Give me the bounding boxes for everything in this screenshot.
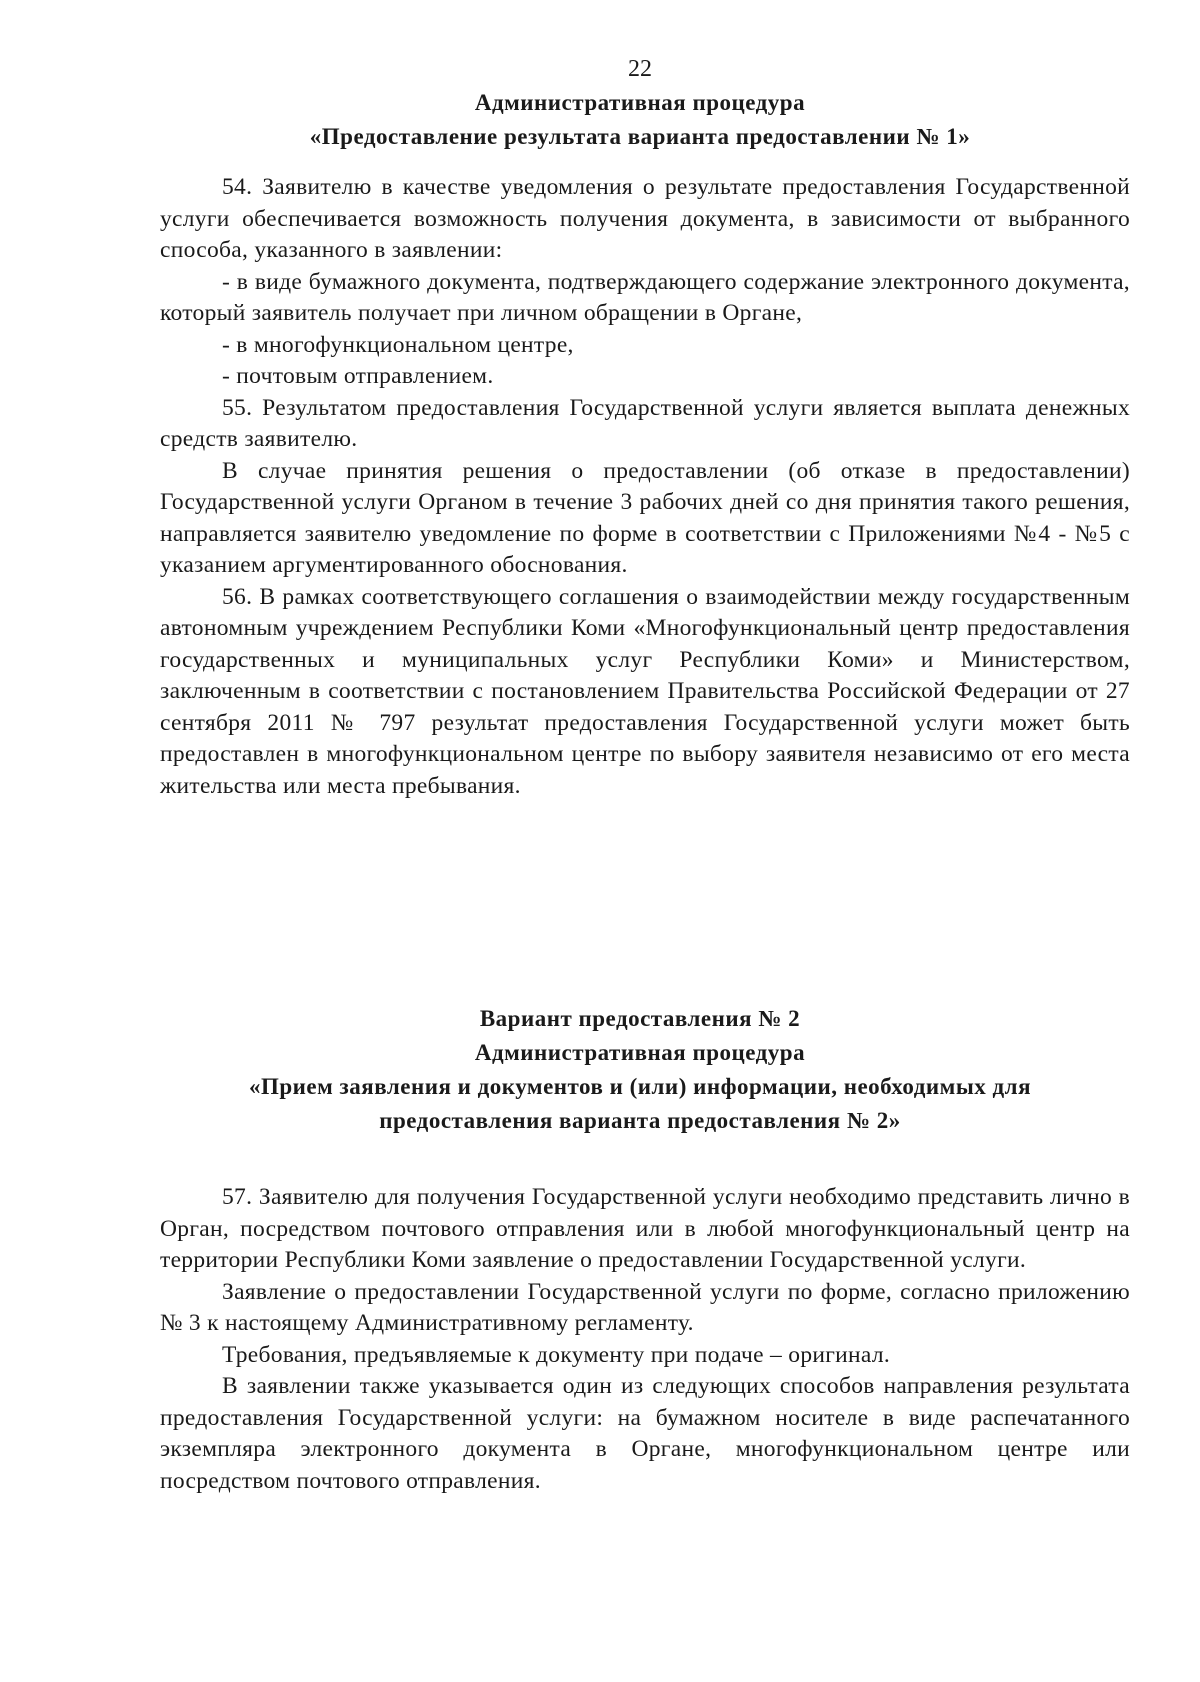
paragraph: 56. В рамках соответствующего соглашения о взаимодействии между государственным автономным учреждением Республики Коми «Многофункциональный центр предоставления государственных и муниципальных услуг Республики Коми» и Министерством, заключенным в соответствии с постановлением Правительства Российской Федерации от 27 сентября 2011 № 797 результат предоставления Государственной услуги может быть предоставлен в многофункциональном центре по выбору заявителя независимо от его места жительства или места пребывания.: [160, 583, 1130, 799]
heading-line: Административная процедура: [474, 90, 806, 115]
page-number: 22: [628, 56, 652, 82]
heading-line: Административная процедура: [474, 1040, 806, 1065]
paragraph: Требования, предъявляемые к документу при подаче – оригинал.: [222, 1341, 891, 1368]
paragraph: Заявление о предоставлении Государственной услуги по форме, согласно приложению № 3 к настоящему Административному регламенту.: [160, 1278, 1130, 1336]
heading-line: «Прием заявления и документов и (или) информации, необходимых для: [248, 1074, 1032, 1099]
heading-line: предоставления варианта предоставления № 2»: [379, 1108, 901, 1133]
paragraph: 57. Заявителю для получения Государственной услуги необходимо представить лично в Орган, посредством почтового отправления или в любой многофункциональный центр на территории Республики Коми заявление о предоставлении Государственной услуги.: [160, 1184, 1130, 1273]
paragraph: В случае принятия решения о предоставлении (об отказе в предоставлении) Государственной услуги Органом в течение 3 рабочих дней со дня принятия такого решения, направляется заявителю уведомление по форме в соответствии с Приложениями №4 - №5 с указанием аргументированного обоснования.: [160, 457, 1130, 578]
section-2-body: [160, 1182, 1130, 1497]
paragraph: 55. Результатом предоставления Государственной услуги является выплата денежных средств заявителю.: [160, 394, 1130, 452]
paragraph: В заявлении также указывается один из следующих способов направления результата предоставления Государственной услуги: на бумажном носителе в виде распечатанного экземпляра электронного документа в Органе, многофункциональном центре или посредством почтового отправления.: [160, 1373, 1130, 1494]
section-1-body: [160, 172, 1130, 802]
section-2-heading: [150, 1002, 1130, 1138]
heading-line: «Предоставление результата варианта предоставлении № 1»: [309, 124, 971, 149]
section-1-heading: [150, 86, 1130, 154]
paragraph: - в многофункциональном центре,: [222, 331, 574, 358]
paragraph: - почтовым отправлением.: [222, 363, 494, 389]
heading-line: Вариант предоставления № 2: [479, 1006, 801, 1031]
paragraph: 54. Заявителю в качестве уведомления о результате предоставления Государственной услуги обеспечивается возможность получения документа, в зависимости от выбранного способа, указанного в заявлении:: [160, 174, 1130, 263]
paragraph: - в виде бумажного документа, подтверждающего содержание электронного документа, который заявитель получает при личном обращении в Органе,: [160, 268, 1130, 326]
